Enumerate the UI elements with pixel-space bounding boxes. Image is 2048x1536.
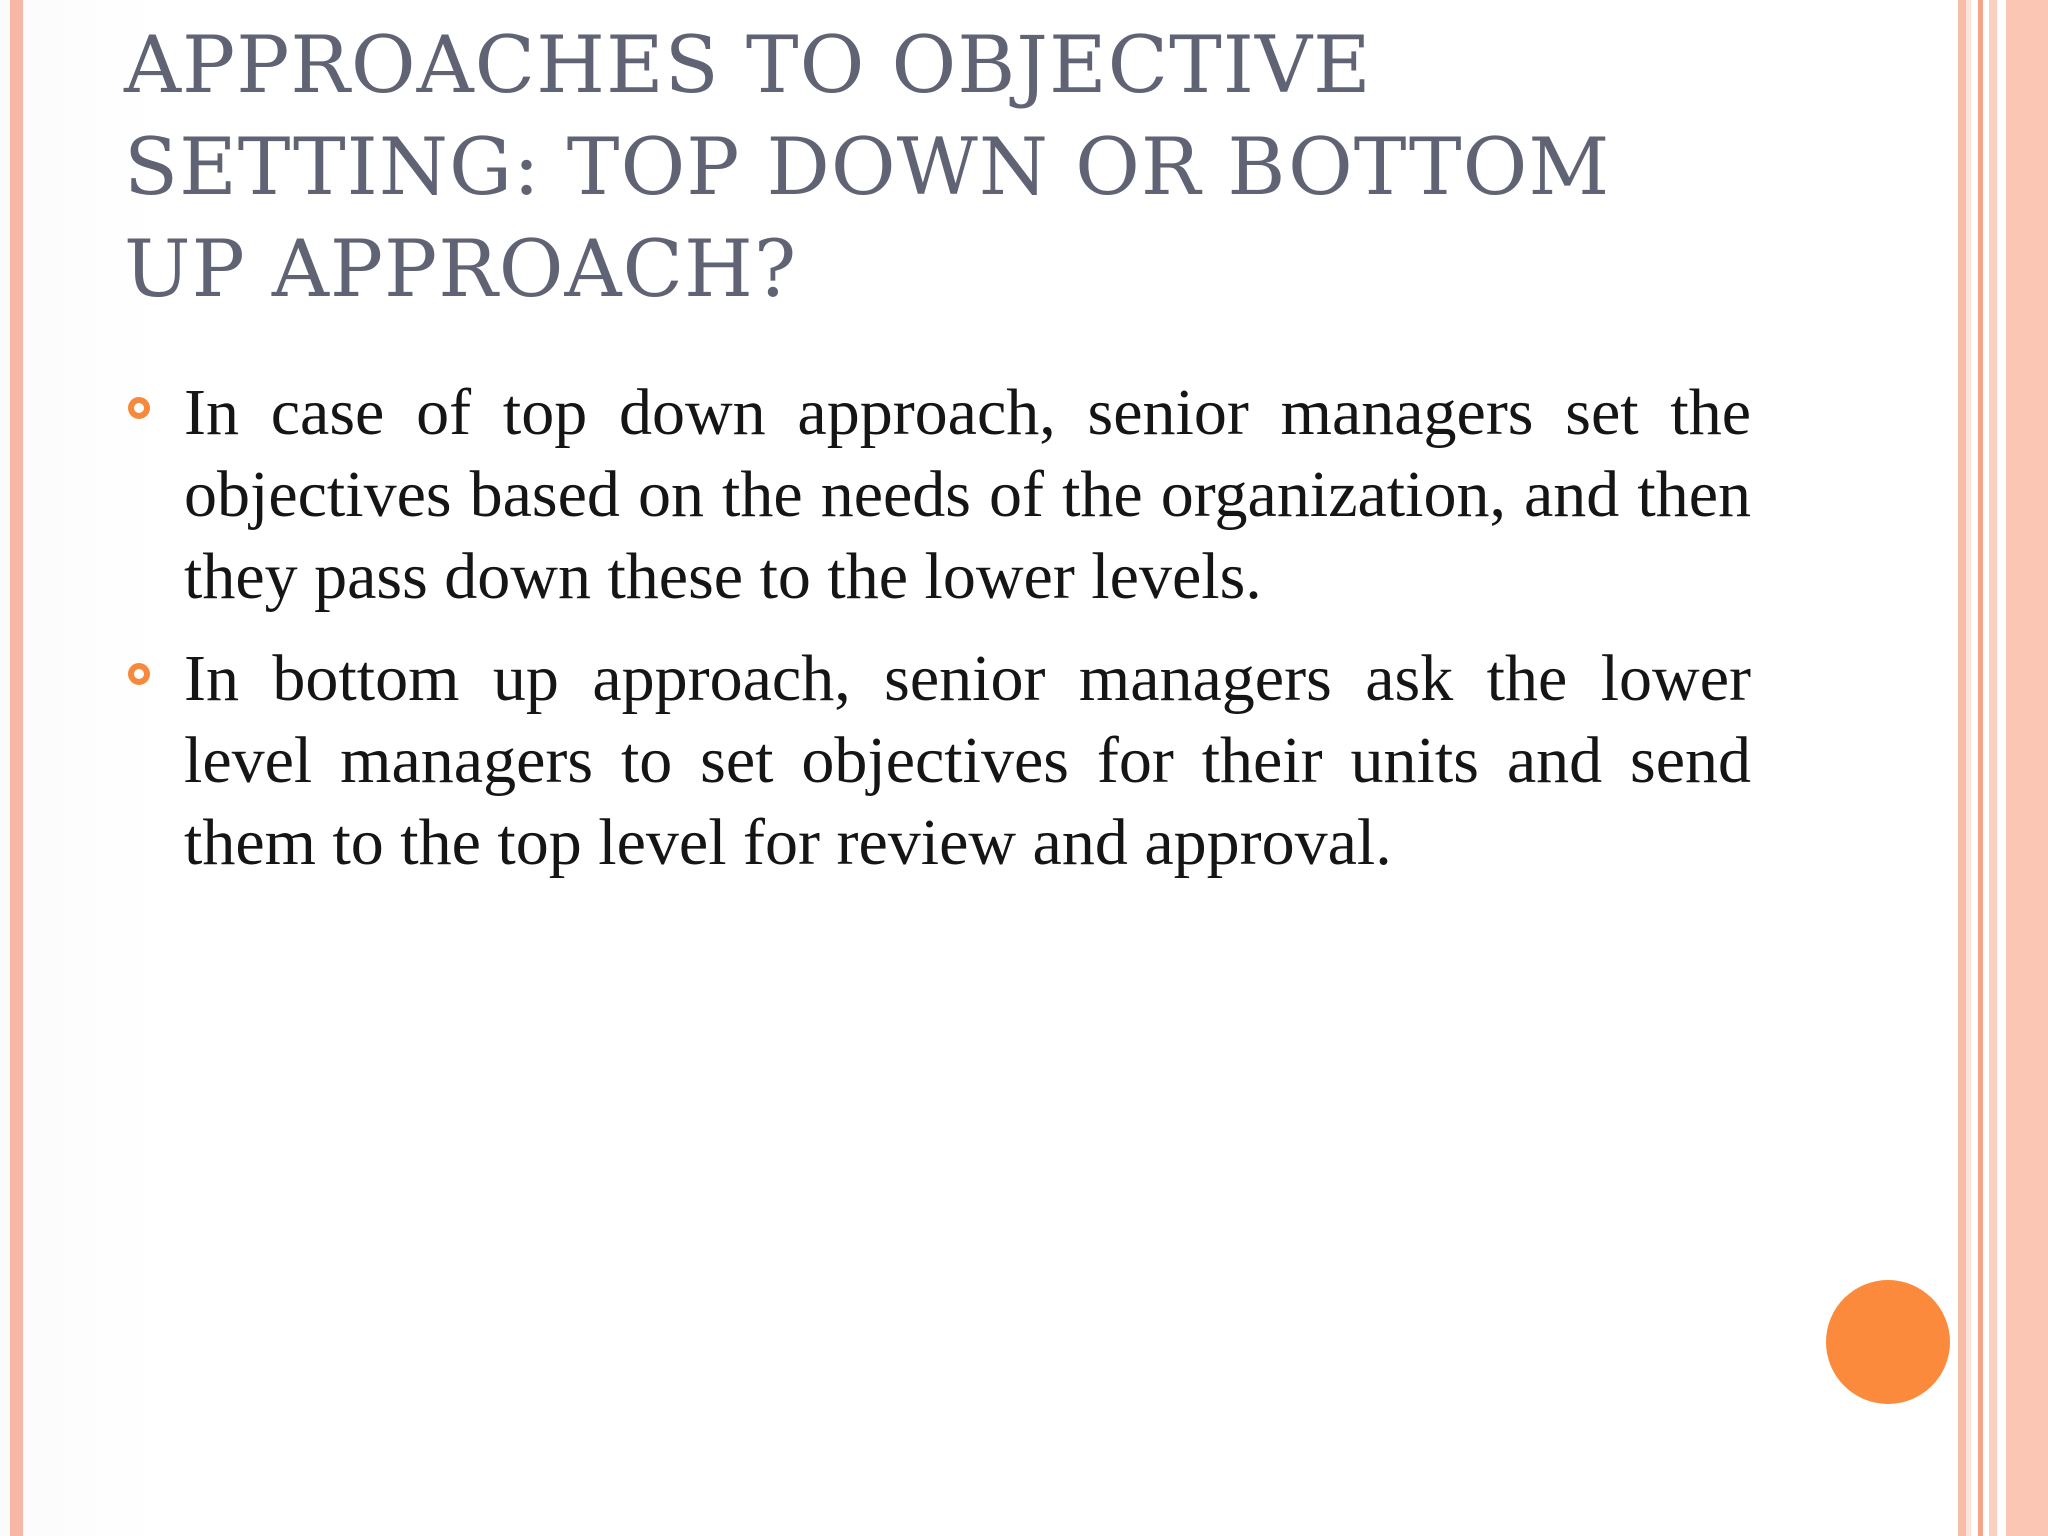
circle-bullet-icon [128, 397, 150, 419]
right-border-stripe [1958, 0, 1966, 1536]
right-border-stripe [1978, 0, 1983, 1536]
bullet-item [124, 638, 1751, 884]
bullet-list [124, 372, 1751, 904]
left-border-stripe [10, 0, 23, 1536]
bullet-text: In bottom up approach, senior managers ask the lower level managers to set objectives for their units and send them to the top level for review and approval. [184, 642, 1751, 879]
right-border-stripe [2006, 0, 2048, 1536]
bullet-item [124, 372, 1751, 618]
slide-title: APPROACHES TO OBJECTIVE SETTING: TOP DOWN OR BOTTOM UP APPROACH? [124, 19, 1611, 315]
right-border-stripe [1989, 0, 1997, 1536]
decorative-orange-circle [1826, 1280, 1950, 1404]
circle-bullet-icon [128, 663, 150, 685]
right-border-stripe [1966, 0, 1971, 1536]
bullet-text: In case of top down approach, senior managers set the objectives based on the needs of the organization, and then they pass down these to the lower levels. [184, 376, 1751, 613]
